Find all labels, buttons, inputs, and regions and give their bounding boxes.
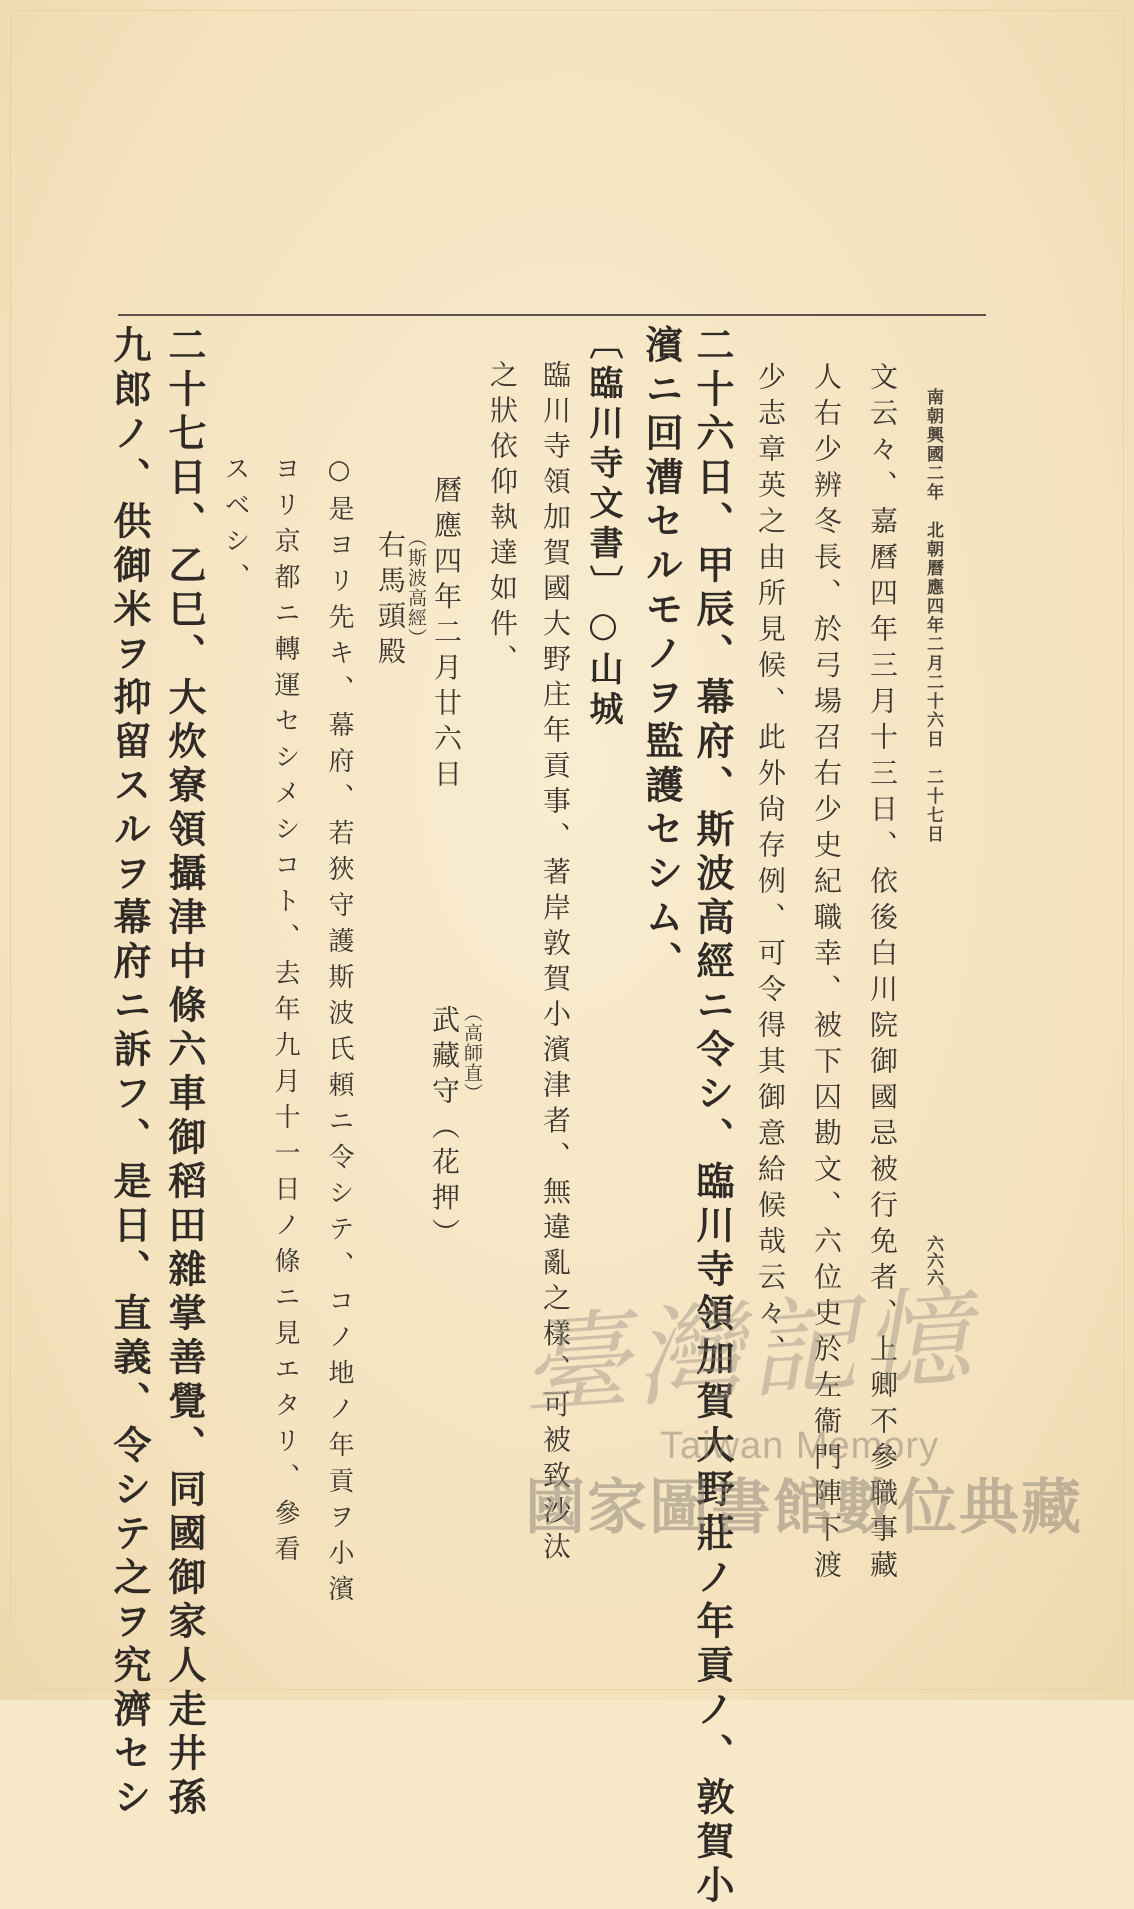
editor-note-line-1: ○是ヨリ先キ、幕府、若狹守護斯波氏頼ニ令シテ、コノ地ノ年貢ヲ小濱 [324,455,354,1611]
section-divider [118,314,986,316]
entry-26-continuation: 濱ニ回漕セルモノヲ監護セシム、 [639,325,684,985]
text-line-1: 文云々、嘉曆四年三月十三日、依後白川院御國忌被行免者、上卿不參職事藏 [866,362,899,1586]
entry-27-heading: 二十七日、乙巳、大炊寮領攝津中條六車御稻田雜掌善覺、同國御家人走井孫 [162,325,207,1821]
recipient-name: 右馬頭殿 [374,530,407,672]
watermark-english: Taiwan Memory [660,1425,940,1467]
recipient-annotation: （斯波高經） [405,528,427,648]
editor-note-line-3: スベシ、 [220,455,250,599]
page-number: 六六六 [923,1235,943,1286]
document-line-2: 之狀依仰執達如件、 [486,360,519,680]
text-line-3: 少志章英之由所見候、此外尙存例、可令得其御意給候哉云々、 [754,362,787,1370]
text-line-2: 人右少辨冬長、於弓場召右少史紀職幸、被下囚勘文、六位史於左衞門陣下渡 [810,362,843,1586]
entry-27-continuation: 九郎ノ、供御米ヲ抑留スルヲ幕府ニ訴フ、是日、直義、令シテ之ヲ究濟セシ [107,325,152,1821]
sender-annotation: （高師直） [461,1003,483,1103]
source-citation: 〔臨川寺文書〕○山城 [583,325,623,731]
document-date: 曆應四年二月廿六日 [430,475,463,795]
entry-26-heading: 二十六日、甲辰、幕府、斯波高經ニ令シ、臨川寺領加賀大野莊ノ年貢ノ、敦賀小 [690,325,735,1909]
running-header: 南朝興國二年 北朝曆應四年二月二十六日 二十七日 [923,388,943,844]
editor-note-line-2: ヨリ京都ニ轉運セシメシコト、去年九月十一日ノ條ニ見エタリ、參看 [270,455,300,1571]
sender-signature: 武藏守（花押） [428,1005,461,1254]
document-line-1: 臨川寺領加賀國大野庄年貢事、著岸敦賀小濱津者、無違亂之樣、可被致沙汰 [539,360,572,1567]
watermark-title: 臺灣記憶 [516,1274,981,1431]
watermark-institution: 國家圖書館數位典藏 [525,1474,1083,1541]
